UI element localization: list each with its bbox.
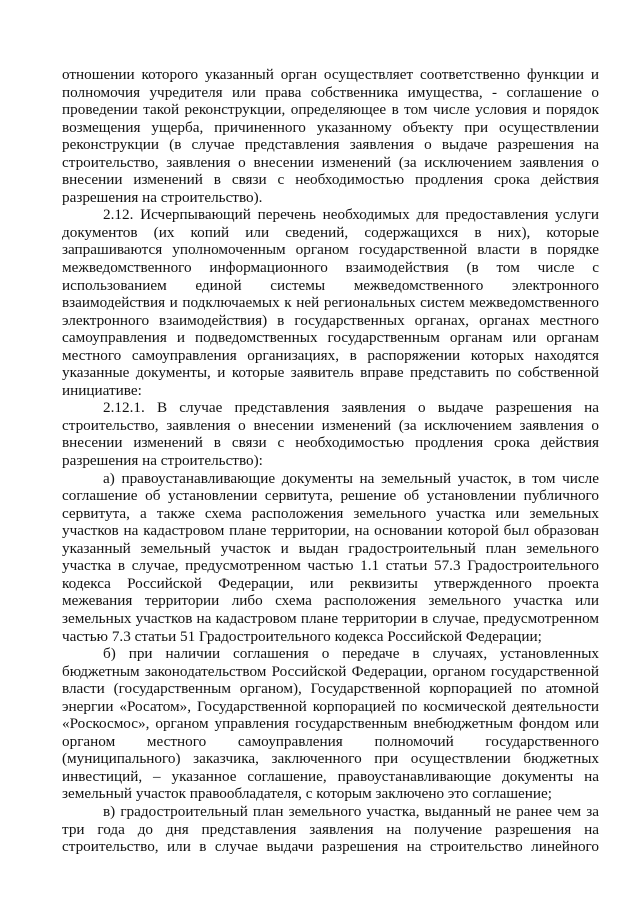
text-line: документов (их копий или сведений, содержащихся в них), которые — [62, 223, 599, 241]
text-line: строительство, или в случае выдачи разрешения на строительство линейного — [62, 838, 599, 856]
text-line: полномочия учредителя или права собственника имущества, - соглашение о — [62, 83, 599, 101]
text-line: земельный участок правообладателя, с которым заключено это соглашение; — [62, 785, 553, 803]
text-line: межведомственного информационного взаимодействия (в том числе с — [62, 259, 599, 277]
text-line: соглашение об установлении сервитута, решение об установлении публичного — [62, 487, 599, 505]
document-page — [62, 66, 599, 856]
text-line: б) при наличии соглашения о передаче в случаях, установленных — [103, 645, 599, 663]
text-line: местного самоуправления организациях, в распоряжении которых находятся — [62, 346, 599, 364]
text-line: энергии «Росатом», Государственной корпорацией по космической деятельности — [62, 697, 599, 715]
text-line: указанные документы, и которые заявитель вправе представить по собственной — [62, 364, 599, 382]
text-line: три года до дня представления заявления на получение разрешения на — [62, 820, 599, 838]
text-line: а) правоустанавливающие документы на земельный участок, в том числе — [103, 469, 599, 487]
text-line: кодекса Российской Федерации, или реквизиты утвержденного проекта — [62, 574, 599, 592]
text-line: взаимодействия и подключаемых к ней региональных систем межведомственного — [62, 294, 599, 312]
text-line: запрашиваются уполномоченным органом государственной власти в порядке — [62, 241, 599, 259]
text-line: отношении которого указанный орган осуществляет соответственно функции и — [62, 66, 599, 83]
text-line: разрешения на строительство). — [62, 188, 263, 206]
text-line: реконструкции (в случае представления заявления о выдаче разрешения на — [62, 136, 599, 154]
text-line: земельных участков на кадастровом плане территории в случае, предусмотренном — [62, 609, 599, 627]
text-line: указанный земельный участок и выдан градостроительный план земельного — [62, 539, 599, 557]
text-line: участка в случае, предусмотренном частью 1.1 статьи 57.3 Градостроительного — [62, 557, 599, 575]
text-line: самоуправления и подведомственных государственным органам или органам — [62, 329, 599, 347]
text-line: частью 7.3 статьи 51 Градостроительного кодекса Российской Федерации; — [62, 627, 542, 645]
text-line: органом местного самоуправления полномочий государственного — [62, 732, 599, 750]
text-line: строительство, заявления о внесении изменений (за исключением заявления о — [62, 153, 599, 171]
text-line: участков на кадастровом плане территории, на основании которой был образован — [62, 522, 599, 540]
text-line: 2.12.1. В случае представления заявления о выдаче разрешения на — [103, 399, 599, 417]
text-line: строительство, заявления о внесении изменений (за исключением заявления о — [62, 416, 599, 434]
text-line: (муниципального) заказчика, заключенного при осуществлении бюджетных — [62, 750, 599, 768]
text-line: использованием единой системы межведомственного электронного — [62, 276, 599, 294]
text-line: в) градостроительный план земельного участка, выданный не ранее чем за — [103, 802, 599, 820]
text-line: проведении такой реконструкции, определяющее в том числе условия и порядок — [62, 101, 599, 119]
text-line: инициативе: — [62, 381, 142, 399]
text-line: разрешения на строительство): — [62, 452, 263, 470]
text-line: межевания территории либо схема расположения земельного участка или — [62, 592, 599, 610]
text-line: сервитута, а также схема расположения земельного участка или земельных — [62, 504, 599, 522]
text-line: власти (государственным органом), Государственной корпорацией по атомной — [62, 680, 599, 698]
text-line: «Роскосмос», органом управления государственным внебюджетным фондом или — [62, 715, 599, 733]
text-line: возмещения ущерба, причиненного указанному объекту при осуществлении — [62, 118, 599, 136]
text-line: инвестиций, – указанное соглашение, правоустанавливающие документы на — [62, 767, 599, 785]
text-line: внесении изменений в связи с необходимостью продления срока действия — [62, 171, 599, 189]
text-line: внесении изменений в связи с необходимостью продления срока действия — [62, 434, 599, 452]
text-line: электронного взаимодействия) в государственных органах, органах местного — [62, 311, 599, 329]
text-line: 2.12. Исчерпывающий перечень необходимых для предоставления услуги — [103, 206, 599, 224]
text-line: бюджетным законодательством Российской Федерации, органом государственной — [62, 662, 599, 680]
